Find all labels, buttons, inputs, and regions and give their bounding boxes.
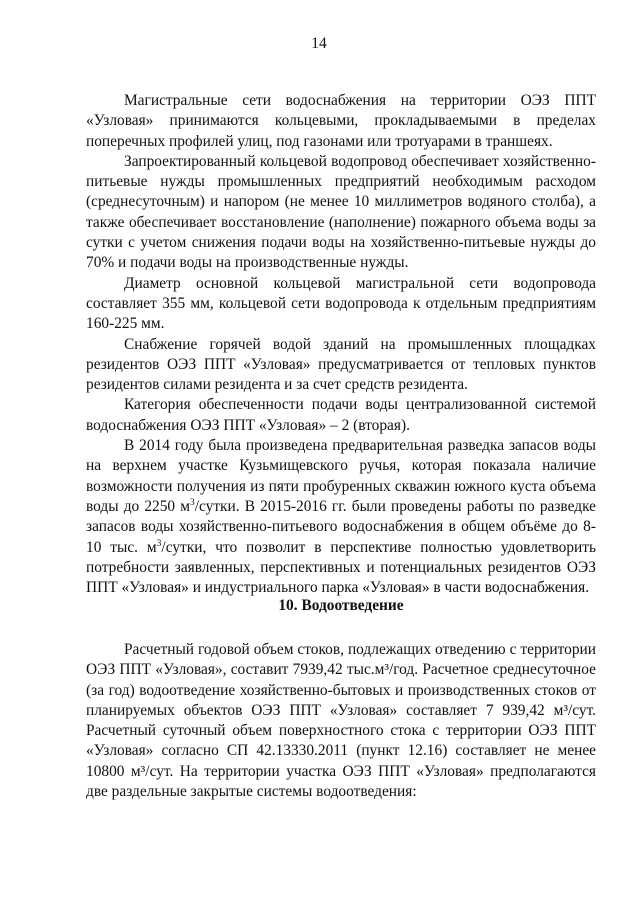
paragraph-wastewater-volume: Расчетный годовой объем стоков, подлежащих отведению с территории ОЭЗ ППТ «Узловая», составит 7939,42 тыс.м³/год. Расчетное среднесуточное (за год) водоотведение хозяйственно-бытовых и производственных стоков от планируемых объектов ОЭЗ ППТ «Узловая» составляет 7 939,42 м³/сут. Расчетный суточный объем поверхностного стока с территории ОЭЗ ППТ «Узловая» согласно СП 42.13330.2011 (пункт 12.16) составляет не менее 10800 м³/сут. На территории участка ОЭЗ ППТ «Узловая» предполагаются две раздельные закрытые системы водоотведения: bbox=[86, 641, 596, 801]
paragraph-pipe-diameter: Диаметр основной кольцевой магистральной сети водопровода составляет 355 мм, кольцевой сети водопровода к отдельным предприятиям 160-225 мм. bbox=[86, 274, 596, 333]
superscript-cubic-2: 3 bbox=[156, 538, 162, 549]
exploration-text-part-1: В 2014 году была произведена предварительная разведка запасов воды на верхнем участке Кузьмищевского ручья, которая показала наличие возможности получения из пяти пробуренных скважин южного куста объема воды до 2250 м bbox=[86, 437, 596, 515]
exploration-text-part-3: /сутки, что позволит в перспективе полностью удовлетворить потребности заявленных, перспективных и потенциальных резидентов ОЭЗ ППТ «Узловая» и индустриального парка «Узловая» в части водоснабжения. bbox=[86, 538, 596, 597]
exploration-text-part-2: /сутки. В 2015-2016 гг. были проведены работы по разведке запасов воды хозяйственно-питьевого водоснабжения в общем объёме до 8-10 тыс. м bbox=[86, 497, 596, 556]
superscript-cubic-1: 3 bbox=[189, 497, 195, 508]
water-supply-section bbox=[86, 91, 596, 598]
page-number: 14 bbox=[311, 35, 327, 52]
paragraph-ring-water-main: Запроектированный кольцевой водопровод обеспечивает хозяйственно-питьевые нужды промышленных предприятий необходимым расходом (среднесуточным) и напором (не менее 10 миллиметров водяного столба), а также обеспечивает восстановление (наполнение) пожарного объема воды за сутки с учетом снижения подачи воды на хозяйственно-питьевые нужды до 70% и подачи воды на производственные нужды. bbox=[86, 152, 596, 272]
wastewater-section bbox=[86, 640, 596, 802]
paragraph-supply-category: Категория обеспеченности подачи воды централизованной системой водоснабжения ОЭЗ ППТ «Узловая» – 2 (вторая). bbox=[86, 396, 596, 434]
section-heading-wastewater: 10. Водоотведение bbox=[278, 597, 404, 614]
paragraph-water-exploration bbox=[86, 436, 596, 598]
paragraph-trunk-networks: Магистральные сети водоснабжения на территории ОЭЗ ППТ «Узловая» принимаются кольцевыми, прокладываемыми в пределах поперечных профилей улиц, под газонами или тротуарами в траншеях. bbox=[86, 92, 596, 150]
paragraph-hot-water: Снабжение горячей водой зданий на промышленных площадках резидентов ОЭЗ ППТ «Узловая» предусматривается от тепловых пунктов резидентов силами резидента и за счет средств резидента. bbox=[86, 335, 596, 394]
